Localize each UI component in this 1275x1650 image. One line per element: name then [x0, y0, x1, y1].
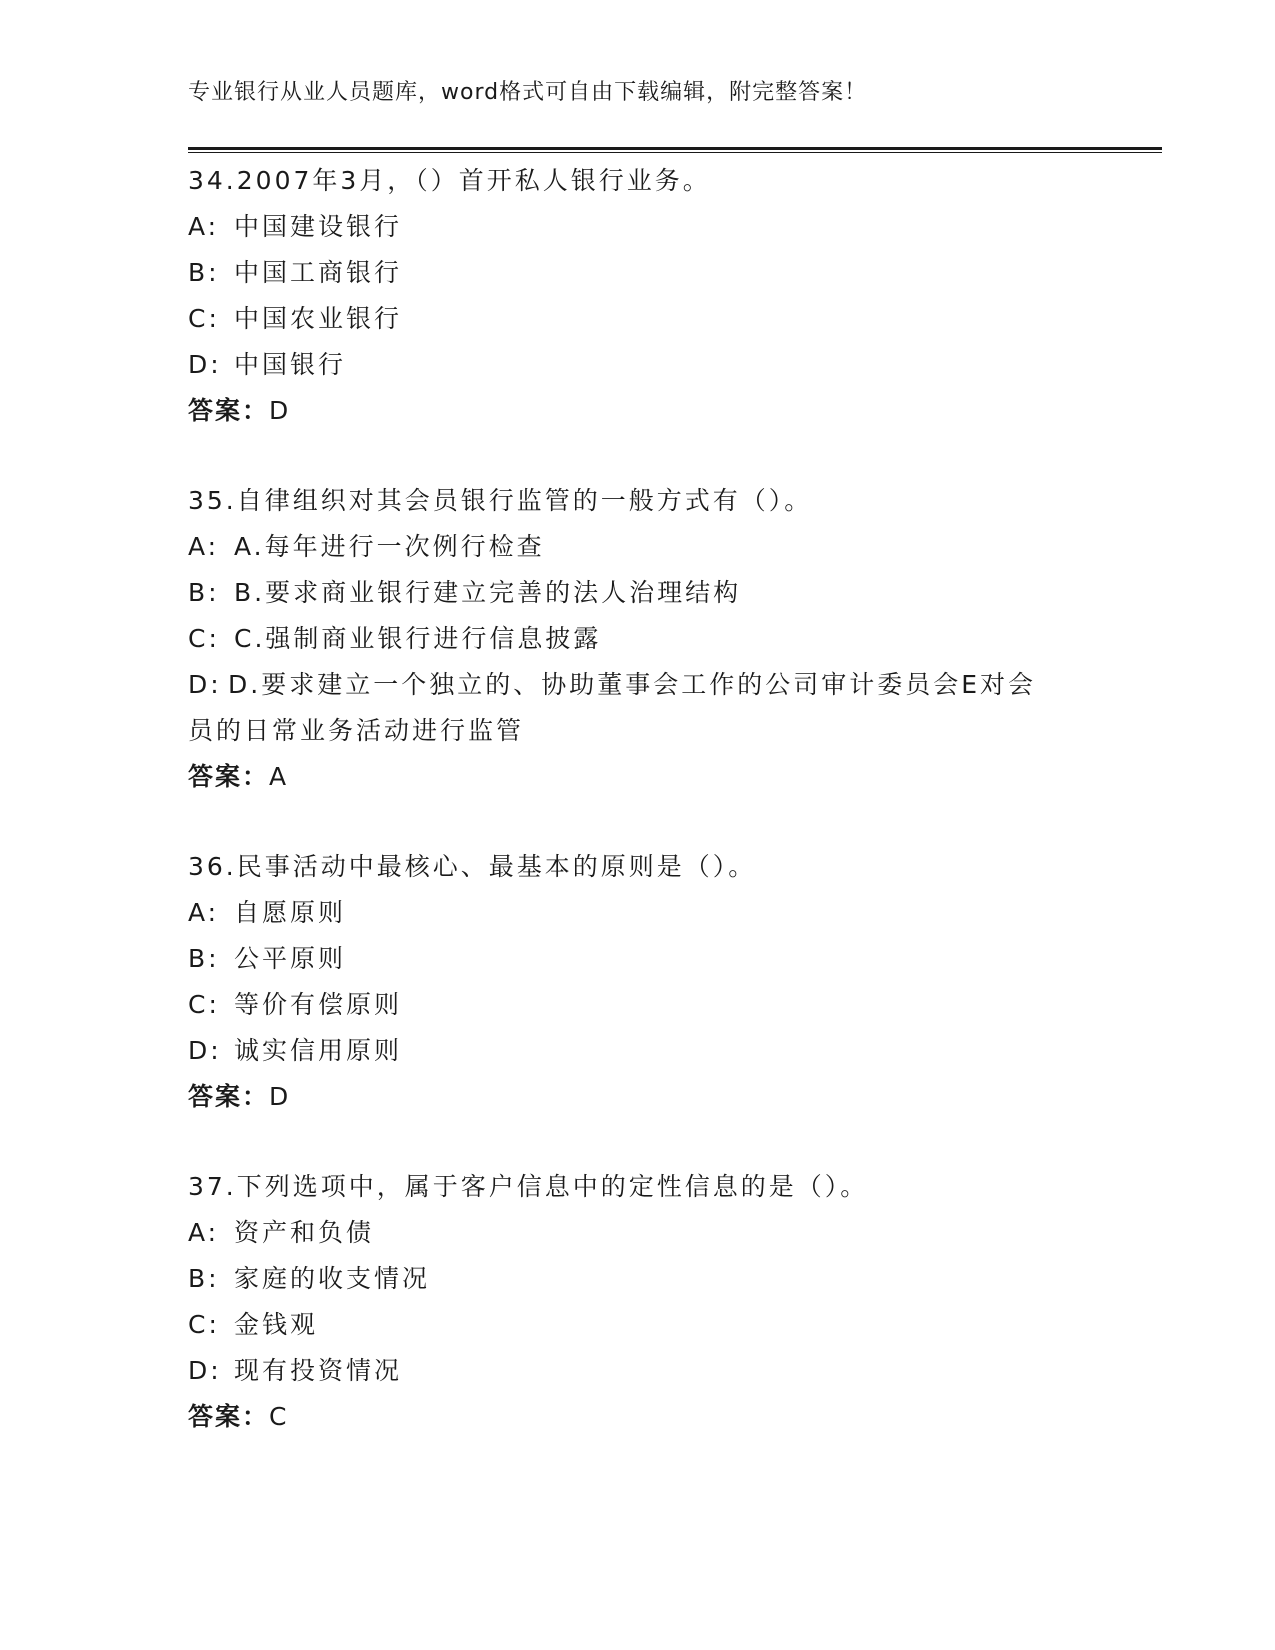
option-text: 现有投资情况 — [234, 1356, 403, 1385]
option-text: 诚实信用原则 — [234, 1036, 403, 1065]
option-label: A: — [188, 212, 220, 241]
option-text: 中国银行 — [234, 350, 347, 379]
option-label: B: — [188, 1264, 220, 1293]
option-label: D: — [188, 1036, 222, 1065]
option-label: C: — [188, 304, 220, 333]
answer-value: D — [269, 1082, 291, 1111]
answer-line — [188, 1394, 1088, 1440]
option-d — [188, 662, 1048, 754]
option-d — [188, 1028, 1088, 1074]
option-b — [188, 936, 1088, 982]
answer-line — [188, 1074, 1088, 1120]
option-label: D: — [188, 350, 222, 379]
question-stem: 35.自律组织对其会员银行监管的一般方式有（）。 — [188, 486, 813, 515]
header-rule-thick — [188, 147, 1162, 150]
option-b — [188, 570, 1088, 616]
answer-value: D — [269, 396, 291, 425]
option-b — [188, 1256, 1088, 1302]
option-c — [188, 1302, 1088, 1348]
option-text: 中国建设银行 — [234, 212, 403, 241]
option-text: A.每年进行一次例行检查 — [234, 532, 545, 561]
option-text: 家庭的收支情况 — [234, 1264, 431, 1293]
option-c — [188, 982, 1088, 1028]
answer-label: 答案： — [188, 1402, 270, 1431]
option-a — [188, 524, 1088, 570]
option-a — [188, 204, 1088, 250]
option-label: B: — [188, 944, 220, 973]
question-35 — [188, 478, 1088, 800]
option-label: A: — [188, 1218, 220, 1247]
option-label: A: — [188, 898, 220, 927]
question-stem: 37.下列选项中，属于客户信息中的定性信息的是（）。 — [188, 1172, 869, 1201]
option-label: C: — [188, 1310, 220, 1339]
option-label: B: — [188, 578, 220, 607]
option-text: 中国工商银行 — [234, 258, 403, 287]
option-label: C: — [188, 624, 220, 653]
option-c — [188, 296, 1088, 342]
question-34 — [188, 158, 1088, 434]
option-text: B.要求商业银行建立完善的法人治理结构 — [234, 578, 742, 607]
option-text: 资产和负债 — [234, 1218, 375, 1247]
answer-label: 答案： — [188, 762, 270, 791]
option-d — [188, 1348, 1088, 1394]
answer-label: 答案： — [188, 396, 270, 425]
option-d — [188, 342, 1088, 388]
question-36 — [188, 844, 1088, 1120]
option-c — [188, 616, 1088, 662]
option-b — [188, 250, 1088, 296]
option-text: 自愿原则 — [234, 898, 347, 927]
option-text: 中国农业银行 — [234, 304, 403, 333]
option-label: A: — [188, 532, 220, 561]
option-text: 公平原则 — [234, 944, 347, 973]
page-header-text: 专业银行从业人员题库，word格式可自由下载编辑，附完整答案！ — [188, 80, 868, 105]
answer-label: 答案： — [188, 1082, 270, 1111]
header-rule-thin — [188, 152, 1162, 153]
answer-line — [188, 754, 1088, 800]
option-text: 金钱观 — [234, 1310, 319, 1339]
option-label: B: — [188, 258, 220, 287]
option-label: D: — [188, 670, 222, 699]
option-text: C.强制商业银行进行信息披露 — [234, 624, 602, 653]
option-text: D.要求建立一个独立的、协助董事会工作的公司审计委员会E对会员的日常业务活动进行监管 — [188, 670, 1036, 745]
question-stem: 34.2007年3月，（）首开私人银行业务。 — [188, 166, 711, 195]
option-text: 等价有偿原则 — [234, 990, 403, 1019]
question-stem: 36.民事活动中最核心、最基本的原则是（）。 — [188, 852, 757, 881]
option-label: C: — [188, 990, 220, 1019]
question-list — [188, 158, 1088, 1484]
answer-line — [188, 388, 1088, 434]
answer-value: C — [269, 1402, 289, 1431]
option-a — [188, 890, 1088, 936]
question-37 — [188, 1164, 1088, 1440]
option-label: D: — [188, 1356, 222, 1385]
option-a — [188, 1210, 1088, 1256]
answer-value: A — [269, 762, 289, 791]
